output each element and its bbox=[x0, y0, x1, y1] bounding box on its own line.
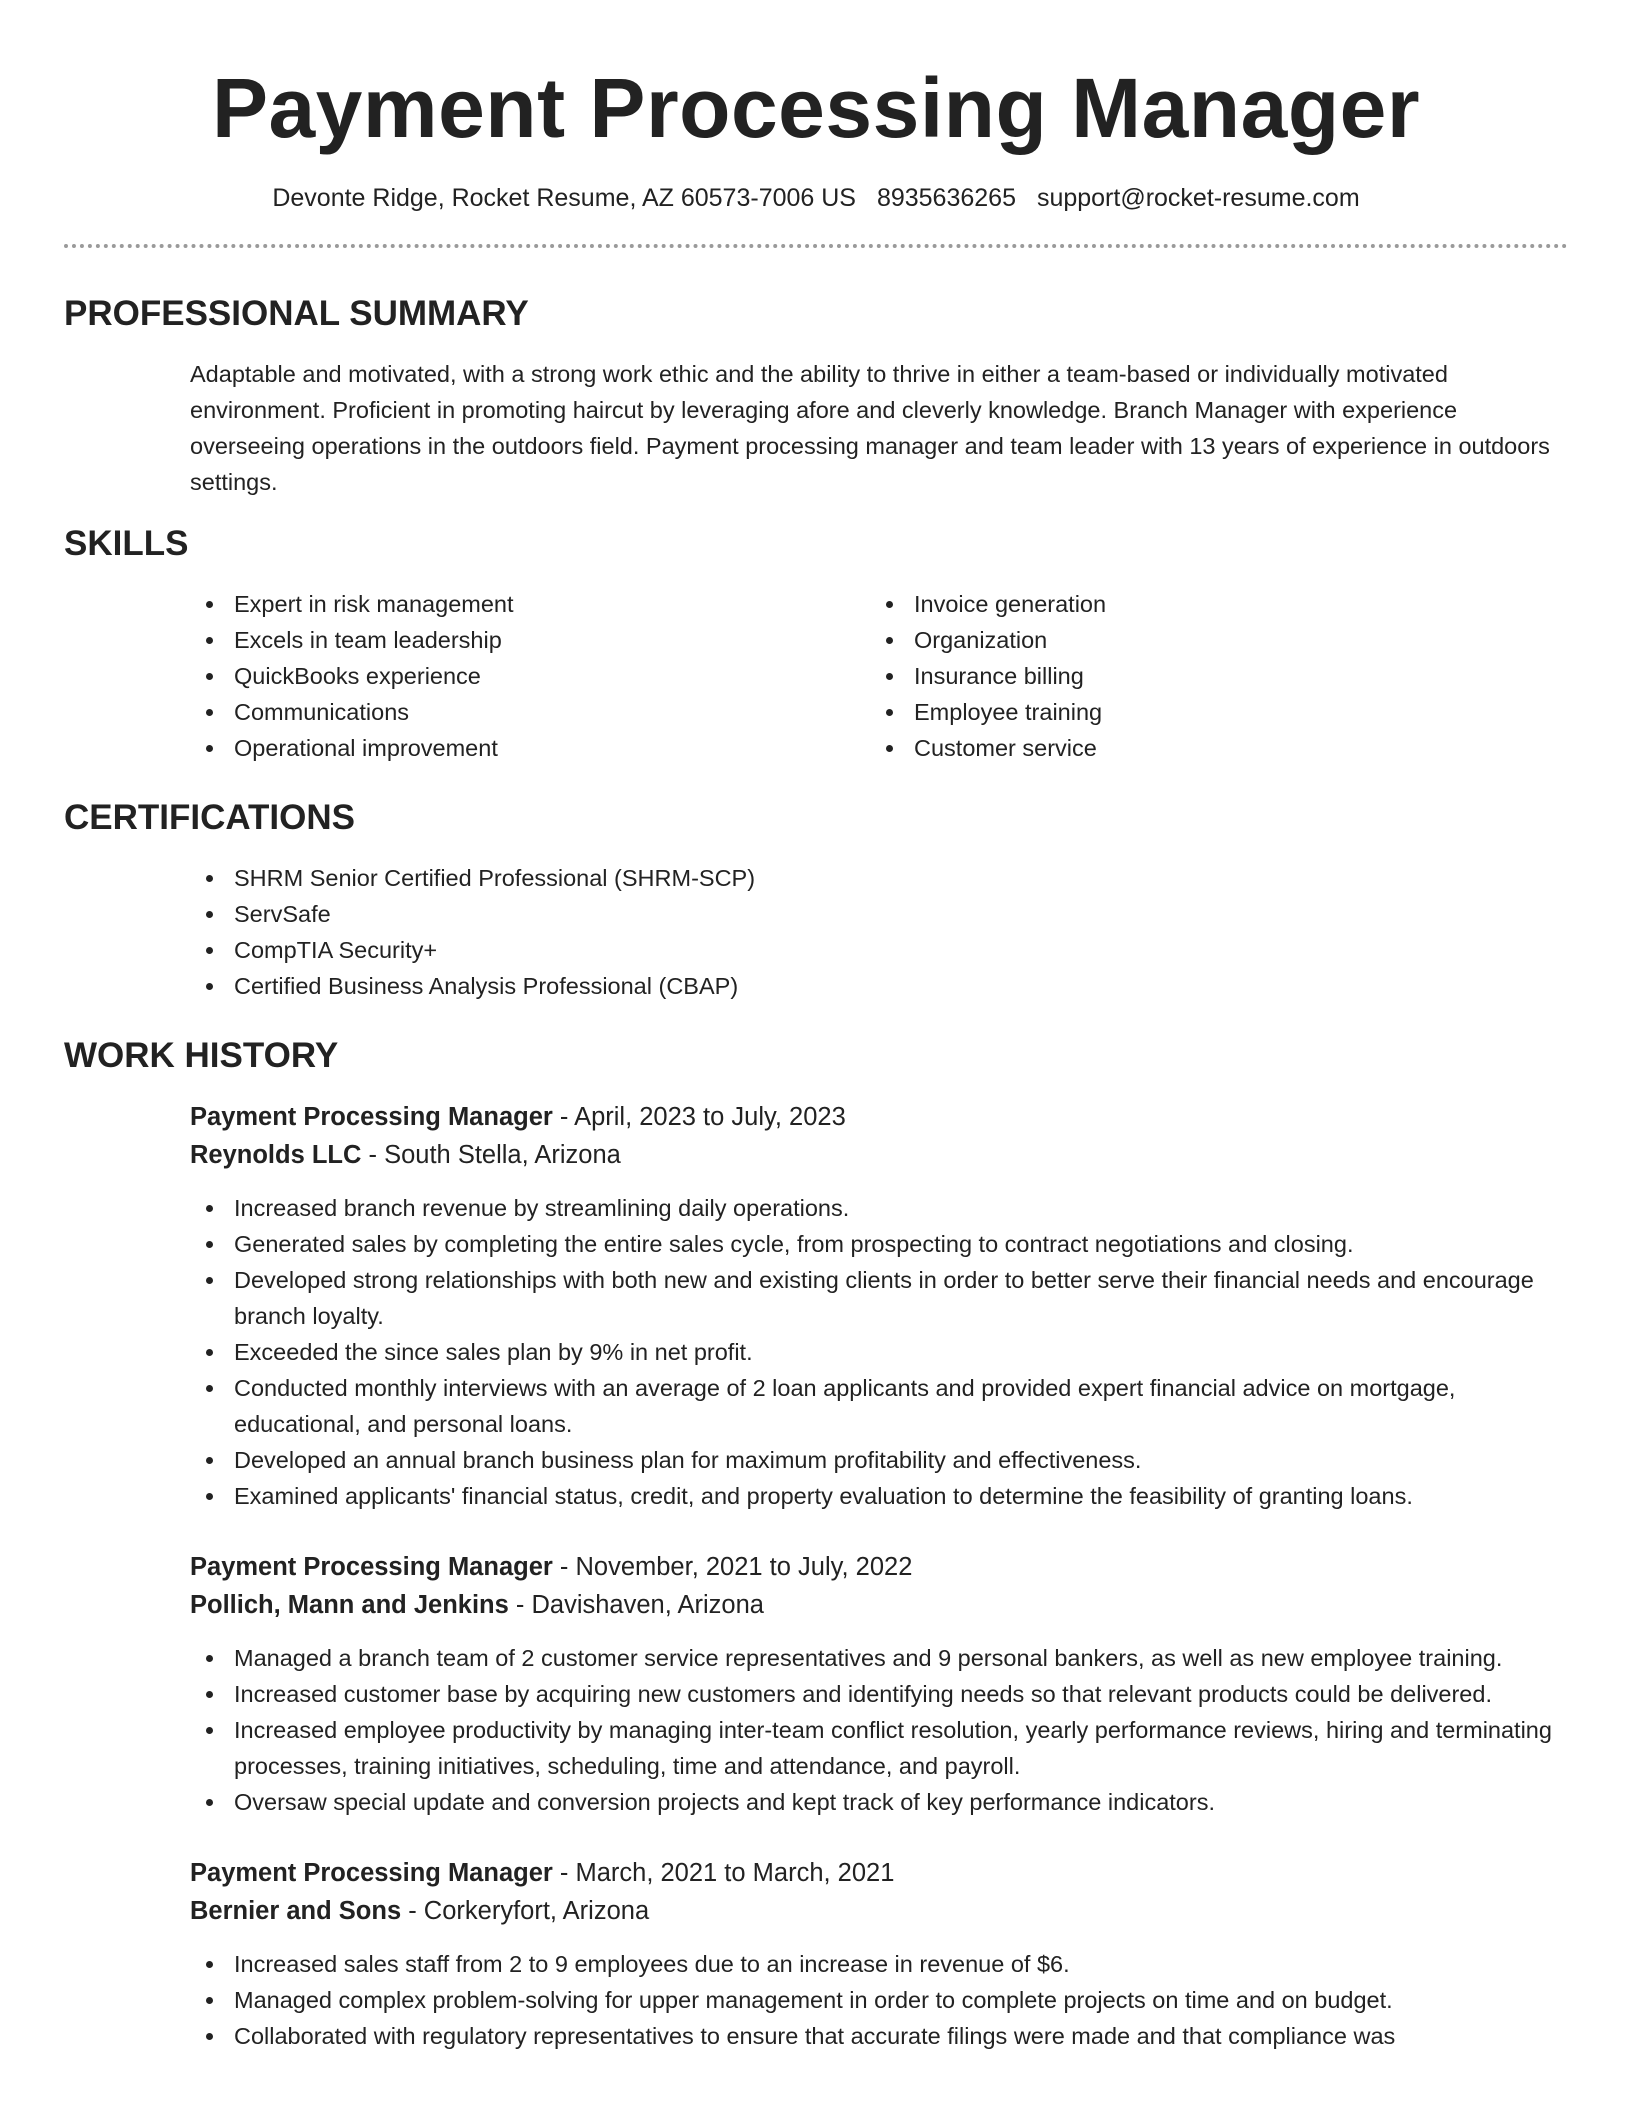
skill-item: Customer service bbox=[870, 730, 1550, 766]
skill-item: Expert in risk management bbox=[190, 586, 870, 622]
job-title: Payment Processing Manager bbox=[190, 1103, 553, 1131]
contact-line bbox=[0, 182, 1632, 214]
job-bullets bbox=[190, 1190, 1568, 1514]
skill-item: Excels in team leadership bbox=[190, 622, 870, 658]
skill-item: Operational improvement bbox=[190, 730, 870, 766]
skill-item: Organization bbox=[870, 622, 1550, 658]
job-company-line bbox=[190, 1586, 1568, 1624]
skill-item: Insurance billing bbox=[870, 658, 1550, 694]
contact-email: support@rocket-resume.com bbox=[1036, 184, 1360, 212]
certification-item: Certified Business Analysis Professional (CBAP) bbox=[190, 968, 1568, 1004]
job-bullet: Collaborated with regulatory representatives to ensure that accurate filings were made and that compliance was bbox=[190, 2018, 1568, 2054]
certifications-section bbox=[0, 796, 1632, 1004]
job-bullet: Oversaw special update and conversion projects and kept track of key performance indicators. bbox=[190, 1784, 1568, 1820]
skills-list-left bbox=[190, 586, 870, 766]
skill-item: Invoice generation bbox=[870, 586, 1550, 622]
work-history-section bbox=[0, 1034, 1632, 2054]
summary-text: Adaptable and motivated, with a strong work ethic and the ability to thrive in either a team-based or individually motivated environment. Proficient in promoting haircut by leveraging afore and cleverly knowledge. Branch Manager with experience overseeing operations in the outdoors field. Payment processing manager and team leader with 13 years of experience in outdoors settings. bbox=[190, 361, 1550, 495]
job-entry bbox=[190, 1854, 1568, 2054]
job-bullet: Increased branch revenue by streamlining daily operations. bbox=[190, 1190, 1568, 1226]
job-company: Reynolds LLC bbox=[190, 1141, 362, 1169]
job-company: Bernier and Sons bbox=[190, 1897, 402, 1925]
resume-name: Payment Processing Manager bbox=[211, 61, 1421, 155]
job-location: - South Stella, Arizona bbox=[361, 1141, 621, 1169]
job-company-line bbox=[190, 1892, 1568, 1930]
certification-item: CompTIA Security+ bbox=[190, 932, 1568, 968]
job-bullet: Managed complex problem-solving for upper management in order to complete projects on time and on budget. bbox=[190, 1982, 1568, 2018]
job-title: Payment Processing Manager bbox=[190, 1553, 553, 1581]
job-entry bbox=[190, 1548, 1568, 1820]
job-bullet: Conducted monthly interviews with an average of 2 loan applicants and provided expert financial advice on mortgage, educational, and personal loans. bbox=[190, 1370, 1568, 1442]
certification-item: ServSafe bbox=[190, 896, 1568, 932]
job-title-line bbox=[190, 1548, 1568, 1586]
contact-address: Devonte Ridge, Rocket Resume, AZ 60573-7006 US bbox=[272, 184, 856, 212]
job-title-line bbox=[190, 1098, 1568, 1136]
job-bullet: Examined applicants' financial status, credit, and property evaluation to determine the feasibility of granting loans. bbox=[190, 1478, 1568, 1514]
job-bullet: Increased sales staff from 2 to 9 employees due to an increase in revenue of $6. bbox=[190, 1946, 1568, 1982]
job-location: - Corkeryfort, Arizona bbox=[401, 1897, 650, 1925]
job-bullet: Exceeded the since sales plan by 9% in net profit. bbox=[190, 1334, 1568, 1370]
work-history-title: WORK HISTORY bbox=[64, 1036, 339, 1075]
skills-title: SKILLS bbox=[64, 524, 189, 563]
summary-title: PROFESSIONAL SUMMARY bbox=[64, 294, 529, 333]
job-bullet: Developed strong relationships with both new and existing clients in order to better serve their financial needs and encourage branch loyalty. bbox=[190, 1262, 1568, 1334]
job-dates: - March, 2021 to March, 2021 bbox=[552, 1859, 895, 1887]
job-bullet: Increased customer base by acquiring new customers and identifying needs so that relevant products could be delivered. bbox=[190, 1676, 1568, 1712]
skills-list-right bbox=[870, 586, 1550, 766]
certifications-title: CERTIFICATIONS bbox=[64, 798, 356, 837]
skills-section bbox=[0, 522, 1632, 766]
job-title-line bbox=[190, 1854, 1568, 1892]
job-bullet: Generated sales by completing the entire sales cycle, from prospecting to contract negotiations and closing. bbox=[190, 1226, 1568, 1262]
job-bullet: Developed an annual branch business plan for maximum profitability and effectiveness. bbox=[190, 1442, 1568, 1478]
job-location: - Davishaven, Arizona bbox=[508, 1591, 764, 1619]
job-bullets bbox=[190, 1946, 1568, 2054]
job-dates: - April, 2023 to July, 2023 bbox=[552, 1103, 846, 1131]
job-dates: - November, 2021 to July, 2022 bbox=[552, 1553, 913, 1581]
job-bullets bbox=[190, 1640, 1568, 1820]
resume-header bbox=[0, 0, 1632, 214]
certifications-list bbox=[190, 860, 1568, 1004]
job-company-line bbox=[190, 1136, 1568, 1174]
certification-item: SHRM Senior Certified Professional (SHRM-SCP) bbox=[190, 860, 1568, 896]
skill-item: QuickBooks experience bbox=[190, 658, 870, 694]
skill-item: Employee training bbox=[870, 694, 1550, 730]
job-company: Pollich, Mann and Jenkins bbox=[190, 1591, 509, 1619]
job-title: Payment Processing Manager bbox=[190, 1859, 553, 1887]
contact-phone: 8935636265 bbox=[876, 184, 1016, 212]
job-entry bbox=[190, 1098, 1568, 1514]
job-bullet: Managed a branch team of 2 customer service representatives and 9 personal bankers, as well as new employee training. bbox=[190, 1640, 1568, 1676]
summary-section bbox=[0, 292, 1632, 500]
header-divider bbox=[64, 244, 1568, 248]
job-bullet: Increased employee productivity by managing inter-team conflict resolution, yearly performance reviews, hiring and terminating processes, training initiatives, scheduling, time and attendance, and payroll. bbox=[190, 1712, 1568, 1784]
skill-item: Communications bbox=[190, 694, 870, 730]
